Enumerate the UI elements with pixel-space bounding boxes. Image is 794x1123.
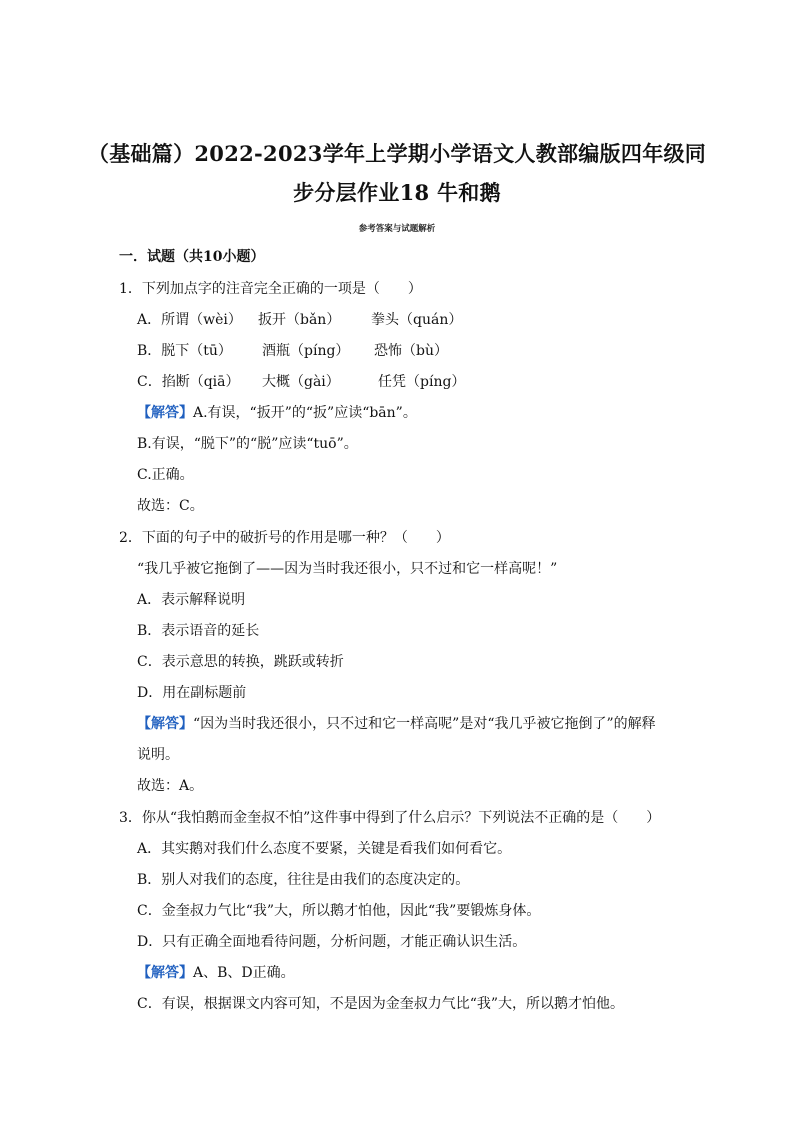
q1-answer-a-text: A.有误，“扳开”的“扳”应读“bān”。 [193, 405, 417, 421]
q2-option-b: B．表示语音的延长 [137, 623, 260, 639]
q1-stem: 1．下列加点字的注音完全正确的一项是（ ） [119, 281, 422, 297]
q3-stem: 3．你从“我怕鹅而金奎叔不怕”这件事中得到了什么启示？下列说法不正确的是（ ） [119, 810, 661, 826]
q3-option-d: D．只有正确全面地看待问题，分析问题，才能正确认识生活。 [137, 934, 527, 950]
q2-answer-label: 【解答】 [137, 716, 193, 732]
q2-choice: 故选：A。 [137, 778, 204, 794]
q1-option-b-word2: 酒瓶（píng） [262, 343, 350, 359]
q2-answer-text: “因为当时我还很小，只不过和它一样高呢”是对“我几乎被它拖倒了”的解释 [193, 716, 656, 732]
q2-quote: “我几乎被它拖倒了——因为当时我还很小，只不过和它一样高呢！” [137, 561, 558, 577]
q2-option-a: A．表示解释说明 [137, 592, 246, 608]
q3-answer-label: 【解答】 [137, 965, 193, 981]
q2-option-c: C．表示意思的转换，跳跃或转折 [137, 654, 344, 670]
answer-subtitle: 参考答案与试题解析 [358, 224, 436, 234]
q1-option-c-word1: C．掐断（qiā） [137, 374, 240, 390]
q3-option-a: A．其实鹅对我们什么态度不要紧，关键是看我们如何看它。 [137, 841, 512, 857]
q1-option-a-word2: 扳开（bǎn） [258, 312, 341, 328]
q3-answer-line-1 [137, 963, 295, 983]
q2-option-d: D．用在副标题前 [137, 685, 247, 701]
q3-option-c: C．金奎叔力气比“我”大，所以鹅才怕他，因此“我”要锻炼身体。 [137, 903, 541, 919]
q1-answer-line-c: C.正确。 [137, 467, 194, 483]
q1-option-b-word1: B．脱下（tū） [137, 343, 232, 359]
q1-option-a-word1: A．所谓（wèi） [137, 312, 242, 328]
q2-answer-line-2: 说明。 [137, 747, 179, 763]
q3-answer-text: A、B、D正确。 [193, 965, 295, 981]
q3-answer-line-2: C．有误，根据课文内容可知，不是因为金奎叔力气比“我”大，所以鹅才怕他。 [137, 996, 625, 1012]
q1-answer-line-a [137, 403, 417, 423]
section-heading: 一．试题（共10小题） [119, 249, 265, 265]
q1-option-c-word2: 大概（gài） [262, 374, 340, 390]
q1-option-c-word3: 任凭（píng） [378, 374, 466, 390]
q1-answer-label: 【解答】 [137, 405, 193, 421]
q1-choice: 故选：C。 [137, 498, 204, 514]
q3-option-b: B．别人对我们的态度，往往是由我们的态度决定的。 [137, 872, 470, 888]
q1-option-a-word3: 拳头（quán） [371, 312, 463, 328]
document-title-line1: （基础篇）2022-2023学年上学期小学语文人教部编版四年级同 [87, 141, 707, 166]
q2-answer-line-1 [137, 714, 656, 734]
q1-answer-line-b: B.有误，“脱下”的“脱”应读“tuō”。 [137, 436, 358, 452]
q1-option-b-word3: 恐怖（bù） [374, 343, 448, 359]
q2-stem: 2．下面的句子中的破折号的作用是哪一种？（ ） [119, 530, 450, 546]
document-title-line2: 步分层作业18 牛和鹅 [293, 180, 501, 205]
